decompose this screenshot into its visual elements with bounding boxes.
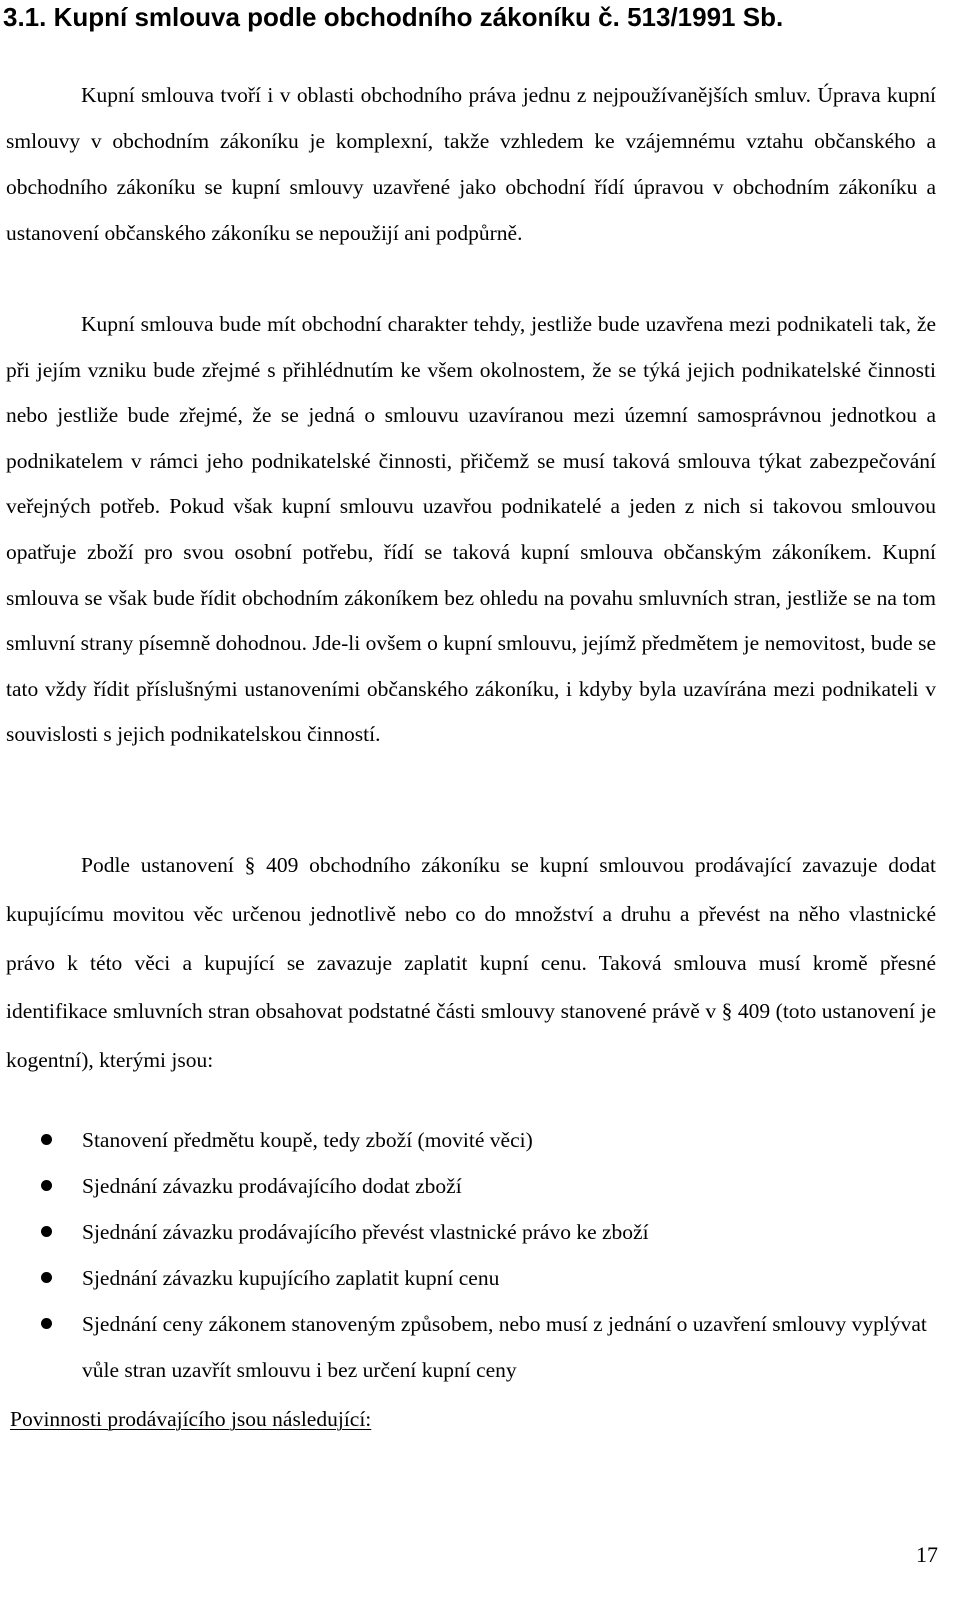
list-item [0, 1301, 940, 1393]
page-number: 17 [916, 1542, 938, 1567]
list-item [0, 1209, 940, 1255]
bullet-icon [41, 1318, 52, 1329]
list-item-text: Sjednání závazku prodávajícího dodat zboží [82, 1174, 462, 1198]
paragraph-section-409: Podle ustanovení § 409 obchodního zákoníku se kupní smlouvou prodávající zavazuje dodat kupujícímu movitou věc určenou jednotlivě nebo co do množství a druhu a převést na něho vlastnické právo k této věci a kupující se zavazuje zaplatit kupní cenu. Taková smlouva musí kromě přesné identifikace smluvních stran obsahovat podstatné části smlouvy stanovené právě v § 409 (toto ustanovení je kogentní), kterými jsou: [6, 853, 936, 1073]
list-item [0, 1163, 940, 1209]
list-item-text: Sjednání ceny zákonem stanoveným způsobem, nebo musí z jednání o uzavření smlouvy vyplývat vůle stran uzavřít smlouvu i bez určení kupní ceny [82, 1312, 927, 1382]
list-item-text: Sjednání závazku kupujícího zaplatit kupní cenu [82, 1266, 500, 1290]
bullet-icon [41, 1134, 52, 1145]
section-heading: 3.1. Kupní smlouva podle obchodního zákoníku č. 513/1991 Sb. [3, 2, 784, 32]
essential-parts-list [0, 1117, 940, 1393]
list-item-text: Sjednání závazku prodávajícího převést vlastnické právo ke zboží [82, 1220, 649, 1244]
paragraph-commercial-character: Kupní smlouva bude mít obchodní charakter tehdy, jestliže bude uzavřena mezi podnikateli tak, že při jejím vzniku bude zřejmé s přihlédnutím ke všem okolnostem, že se týká jejich podnikatelské činnosti nebo jestliže bude zřejmé, že se jedná o smlouvu uzavíranou mezi územní samosprávnou jednotkou a podnikatelem v rámci jeho podnikatelské činnosti, přičemž se musí taková smlouva týkat zabezpečování veřejných potřeb. Pokud však kupní smlouvu uzavřou podnikatelé a jeden z nich si takovou smlouvou opatřuje zboží pro svou osobní potřebu, řídí se taková kupní smlouva občanským zákoníkem. Kupní smlouva se však bude řídit obchodním zákoníkem bez ohledu na povahu smluvních stran, jestliže se na tom smluvní strany písemně dohodnou. Jde-li ovšem o kupní smlouvu, jejímž předmětem je nemovitost, bude se tato vždy řídit příslušnými ustanoveními občanského zákoníku, i kdyby byla uzavírána mezi podnikateli v souvislosti s jejich podnikatelskou činností. [6, 312, 936, 747]
bullet-icon [41, 1226, 52, 1237]
list-item-text: Stanovení předmětu koupě, tedy zboží (movité věci) [82, 1128, 533, 1152]
bullet-icon [41, 1180, 52, 1191]
bullet-icon [41, 1272, 52, 1283]
duties-subheading: Povinnosti prodávajícího jsou následující: [10, 1407, 372, 1431]
list-item [0, 1255, 940, 1301]
paragraph-intro: Kupní smlouva tvoří i v oblasti obchodního práva jednu z nejpoužívanějších smluv. Úprava kupní smlouvy v obchodním zákoníku je komplexní, takže vzhledem ke vzájemnému vztahu občanského a obchodního zákoníku se kupní smlouvy uzavřené jako obchodní řídí úpravou v obchodním zákoníku a ustanovení občanského zákoníku se nepoužijí ani podpůrně. [6, 83, 936, 245]
list-item [0, 1117, 940, 1163]
